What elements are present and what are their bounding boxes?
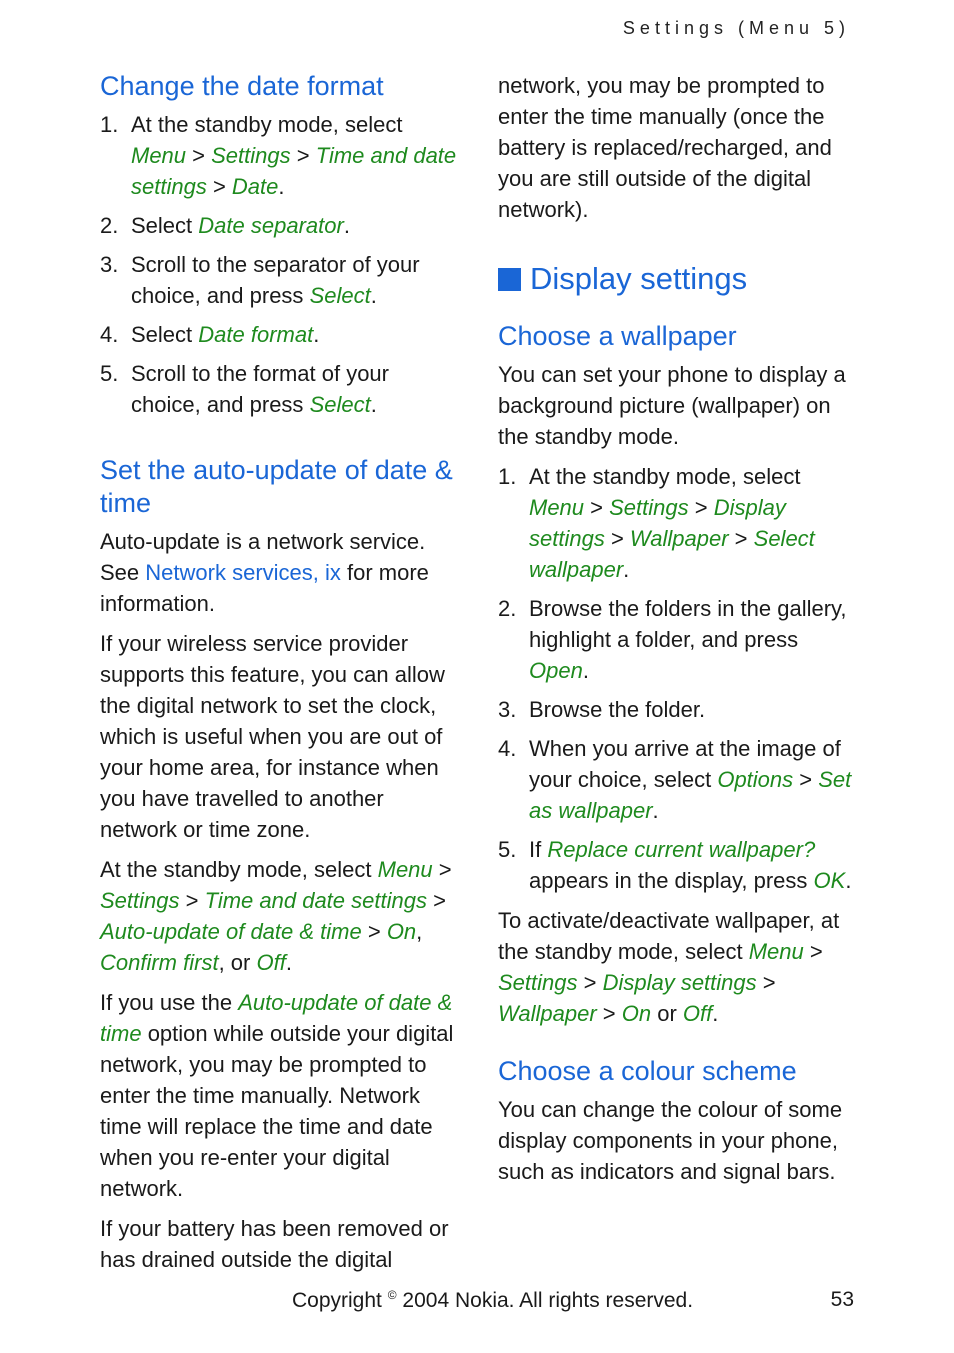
step-number: 4. xyxy=(100,322,119,347)
menu-path-item: Date format xyxy=(198,322,314,347)
step-text: At the standby mode, select Menu > Settings > Time and date settings > Date. xyxy=(131,112,457,199)
paragraph: At the standby mode, select Menu > Settings > Time and date settings > Auto-update of date & time > On, Confirm first, or Off. xyxy=(100,857,452,975)
step-number: 4. xyxy=(498,736,517,761)
list-item xyxy=(100,210,462,241)
page-number: 53 xyxy=(830,1288,854,1311)
paragraph: If your wireless service provider supports this feature, you can allow the digital network to set the clock, which is useful when you are out of your home area, for instance when you have travelled to another network or time zone. xyxy=(100,631,445,842)
heading-choose-colour-scheme: Choose a colour scheme xyxy=(498,1056,797,1086)
step-number: 3. xyxy=(100,252,119,277)
menu-path-item: Settings xyxy=(609,495,689,520)
list-item xyxy=(498,694,858,725)
menu-path-item: On xyxy=(621,1001,652,1026)
step-number: 5. xyxy=(100,361,119,386)
menu-path-item: Display settings xyxy=(602,970,757,995)
wallpaper-steps xyxy=(498,461,858,896)
menu-path-item: Auto-update of date & time xyxy=(100,990,453,1046)
menu-path-item: Select xyxy=(309,392,371,417)
menu-path-item: Date xyxy=(231,174,279,199)
list-item xyxy=(100,319,462,350)
list-item xyxy=(100,109,462,202)
step-text: When you arrive at the image of your choice, select Options > Set as wallpaper. xyxy=(529,736,852,823)
paragraph: Auto-update is a network service. See Network services, ix for more information. xyxy=(100,529,429,616)
heading-display-settings xyxy=(498,260,858,298)
menu-path-item: OK xyxy=(813,868,846,893)
step-number: 2. xyxy=(100,213,119,238)
left-column xyxy=(100,70,462,1284)
menu-path-item: Display settings xyxy=(529,495,786,551)
paragraph: You can change the colour of some display components in your phone, such as indicators and signal bars. xyxy=(498,1097,843,1184)
footer-copyright: Copyright © 2004 Nokia. All rights reserved. xyxy=(292,1288,694,1312)
step-number: 1. xyxy=(100,112,119,137)
menu-path-item: Time and date settings xyxy=(131,143,457,199)
menu-path-item: Date separator xyxy=(198,213,344,238)
step-text: At the standby mode, select Menu > Settings > Display settings > Wallpaper > Select wallpaper. xyxy=(529,464,815,582)
menu-path-item: Wallpaper xyxy=(629,526,729,551)
menu-path-item: Off xyxy=(682,1001,713,1026)
menu-path-item: Options xyxy=(717,767,794,792)
menu-path-item: On xyxy=(386,919,417,944)
list-item xyxy=(498,593,858,686)
step-text: Scroll to the separator of your choice, and press Select. xyxy=(131,252,420,308)
copyright-symbol: © xyxy=(387,1288,397,1302)
step-text: Scroll to the format of your choice, and press Select. xyxy=(131,361,389,417)
menu-path-item: Auto-update of date & time xyxy=(100,919,362,944)
running-head: Settings (Menu 5) xyxy=(622,18,850,38)
list-item xyxy=(100,249,462,311)
step-text: Select Date format. xyxy=(131,322,320,347)
heading-choose-wallpaper: Choose a wallpaper xyxy=(498,321,737,351)
list-item xyxy=(498,733,858,826)
step-text: Select Date separator. xyxy=(131,213,350,238)
heading-text: Display settings xyxy=(530,261,748,296)
menu-path-item: Select wallpaper xyxy=(529,526,815,582)
date-format-steps xyxy=(100,109,462,420)
step-number: 2. xyxy=(498,596,517,621)
step-number: 1. xyxy=(498,464,517,489)
paragraph: network, you may be prompted to enter the time manually (once the battery is replaced/recharged, and you are still outside of the digital network). xyxy=(498,73,832,222)
list-item xyxy=(498,461,858,585)
section-square-icon xyxy=(498,268,521,291)
list-item xyxy=(498,834,858,896)
menu-path-item: Menu xyxy=(748,939,804,964)
menu-path-item: Menu xyxy=(529,495,585,520)
menu-path-item: Settings xyxy=(100,888,180,913)
menu-path-item: Select xyxy=(309,283,371,308)
paragraph: You can set your phone to display a background picture (wallpaper) on the standby mode. xyxy=(498,362,846,449)
menu-path-item: Off xyxy=(256,950,286,975)
step-text: If Replace current wallpaper? appears in the display, press OK. xyxy=(529,837,852,893)
step-number: 5. xyxy=(498,837,517,862)
menu-path-item: Set as wallpaper xyxy=(529,767,852,823)
menu-path-item: Settings xyxy=(498,970,578,995)
step-text: Browse the folders in the gallery, highlight a folder, and press Open. xyxy=(529,596,847,683)
menu-path-item: Confirm first xyxy=(100,950,219,975)
menu-path-item: Replace current wallpaper? xyxy=(547,837,816,862)
paragraph: If you use the Auto-update of date & time option while outside your digital network, you may be prompted to enter the time manually. Network time will replace the time and date when you re-enter your digital network. xyxy=(100,990,454,1201)
menu-path-item: Menu xyxy=(131,143,187,168)
menu-path-item: Time and date settings xyxy=(204,888,427,913)
step-number: 3. xyxy=(498,697,517,722)
menu-path-item: Wallpaper xyxy=(498,1001,597,1026)
paragraph: If your battery has been removed or has drained outside the digital xyxy=(100,1216,449,1272)
heading-auto-update: Set the auto-update of date & time xyxy=(100,455,453,518)
paragraph: To activate/deactivate wallpaper, at the standby mode, select Menu > Settings > Display settings > Wallpaper > On or Off. xyxy=(498,908,840,1026)
heading-change-date-format: Change the date format xyxy=(100,71,384,101)
list-item xyxy=(100,358,462,420)
menu-path-item: Menu xyxy=(377,857,433,882)
right-column xyxy=(498,70,858,1196)
menu-path-item: Settings xyxy=(211,143,291,168)
network-services-link[interactable]: Network services, ix xyxy=(145,560,341,585)
step-text: Browse the folder. xyxy=(529,697,706,722)
menu-path-item: Open xyxy=(529,658,583,683)
